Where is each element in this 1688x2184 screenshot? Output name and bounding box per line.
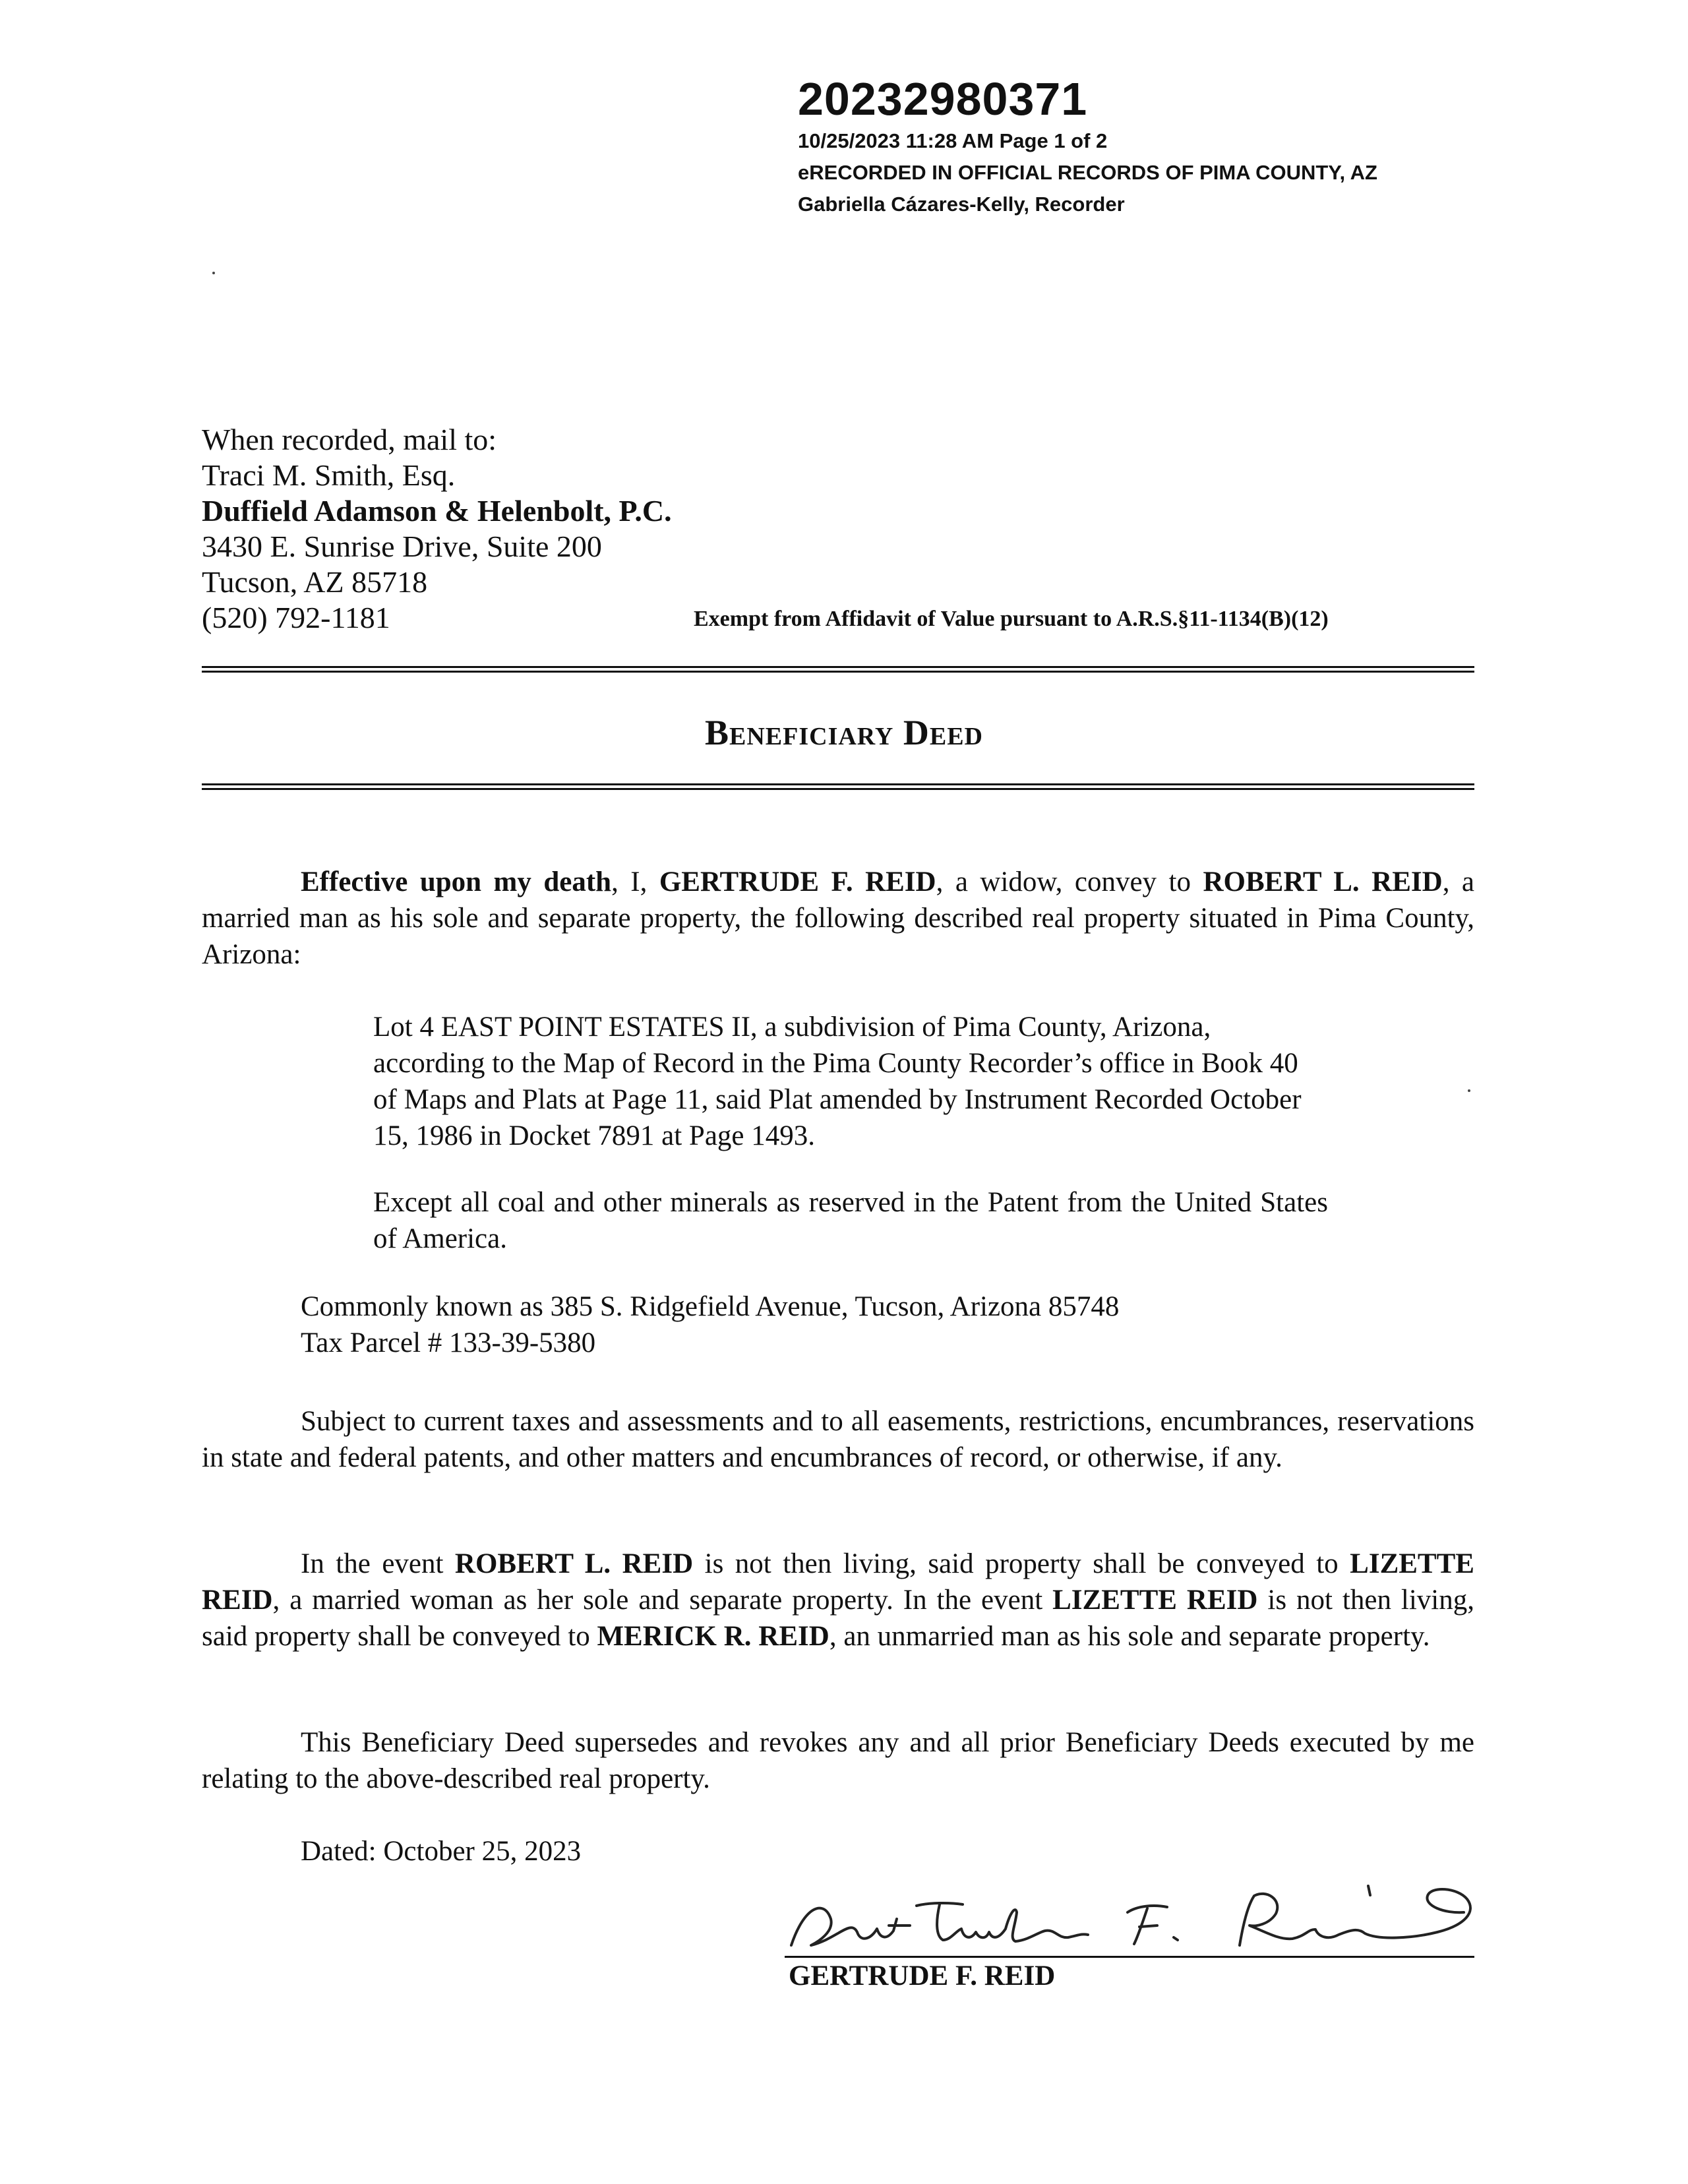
contingent-text: , a married woman as her sole and separate property. In the event [272, 1585, 1053, 1616]
contingent-text: is not then living, said property shall be conveyed to [693, 1548, 1350, 1579]
mail-to-street: 3430 E. Sunrise Drive, Suite 200 [202, 530, 602, 563]
recording-header [798, 73, 1377, 220]
mail-to-heading: When recorded, mail to: [202, 423, 497, 456]
common-address: Commonly known as 385 S. Ridgefield Avenue, Tucson, Arizona 85748 [301, 1291, 1120, 1322]
recording-datetime: 10/25/2023 11:28 AM Page 1 of 2 [798, 129, 1108, 152]
contingent-text: , an unmarried man as his sole and separate property. [829, 1621, 1430, 1652]
dated-line: Dated: October 25, 2023 [301, 1836, 582, 1867]
title-double-rule [202, 783, 1474, 790]
mail-to-phone: (520) 792-1181 [202, 601, 390, 634]
conveyance-paragraph [202, 864, 1474, 973]
conveyance-text: , a widow, convey to [936, 866, 1203, 897]
mail-to-block [202, 422, 672, 636]
recording-office: eRECORDED IN OFFICIAL RECORDS OF PIMA COUNTY, AZ [798, 161, 1377, 184]
signature-line [785, 1956, 1474, 1958]
mail-to-firm: Duffield Adamson & Helenbolt, P.C. [202, 494, 672, 528]
conveyance-lead: Effective upon my death [301, 866, 612, 897]
grantor-name: GERTRUDE F. REID [659, 866, 936, 897]
exempt-note: Exempt from Affidavit of Value pursuant to A.R.S.§11-1134(B)(12) [694, 607, 1329, 631]
scan-speck [212, 272, 215, 274]
conveyance-text: , a married man as his sole and separate property, the following described real property situated in Pima County, Arizona: [202, 866, 1475, 970]
revocation-text: This Beneficiary Deed supersedes and revokes any and all prior Beneficiary Deeds executed by me relating to the above-described real property. [202, 1727, 1474, 1794]
handwritten-signature [778, 1866, 1497, 1965]
recording-number: 20232980371 [798, 73, 1088, 125]
subject-to-text: Subject to current taxes and assessments and to all easements, restrictions, encumbrances, reservations in state and federal patents, and other matters and encumbrances of record, or otherwise, if any. [202, 1406, 1474, 1473]
subject-to-paragraph [202, 1403, 1474, 1476]
contingent-text: In the event [301, 1548, 455, 1579]
tax-parcel: Tax Parcel # 133-39-5380 [301, 1327, 596, 1358]
recorder-name: Gabriella Cázares-Kelly, Recorder [798, 193, 1125, 216]
mail-to-city: Tucson, AZ 85718 [202, 565, 428, 599]
mineral-exception: Except all coal and other minerals as reserved in the Patent from the United States of America. [373, 1187, 1328, 1254]
revocation-paragraph [202, 1724, 1474, 1797]
scan-speck [1468, 1089, 1470, 1092]
mail-to-attorney: Traci M. Smith, Esq. [202, 458, 456, 492]
document-title: Beneficiary Deed [704, 713, 983, 752]
legal-description: Lot 4 EAST POINT ESTATES II, a subdivision of Pima County, Arizona, according to the Map of Record in the Pima County Recorder’s office in Book 40 of Maps and Plats at Page 11, said Plat amended by Instrument Recorded October 15, 1986 in Docket 7891 at Page 1493. [373, 1012, 1302, 1151]
contingent-text: is not then living, said property shall be conveyed to [202, 1585, 1475, 1652]
contingent-beneficiary-paragraph [202, 1546, 1474, 1654]
alternate-beneficiary-name: MERICK R. REID [597, 1621, 829, 1652]
contingent-beneficiary-name: LIZETTE REID [202, 1548, 1474, 1616]
beneficiary-name: ROBERT L. REID [454, 1548, 694, 1579]
signatory-name: GERTRUDE F. REID [789, 1960, 1056, 1991]
contingent-beneficiary-name: LIZETTE REID [1052, 1585, 1258, 1616]
conveyance-text: , I, [611, 866, 659, 897]
top-double-rule [202, 666, 1474, 673]
grantee-name: ROBERT L. REID [1203, 866, 1443, 897]
